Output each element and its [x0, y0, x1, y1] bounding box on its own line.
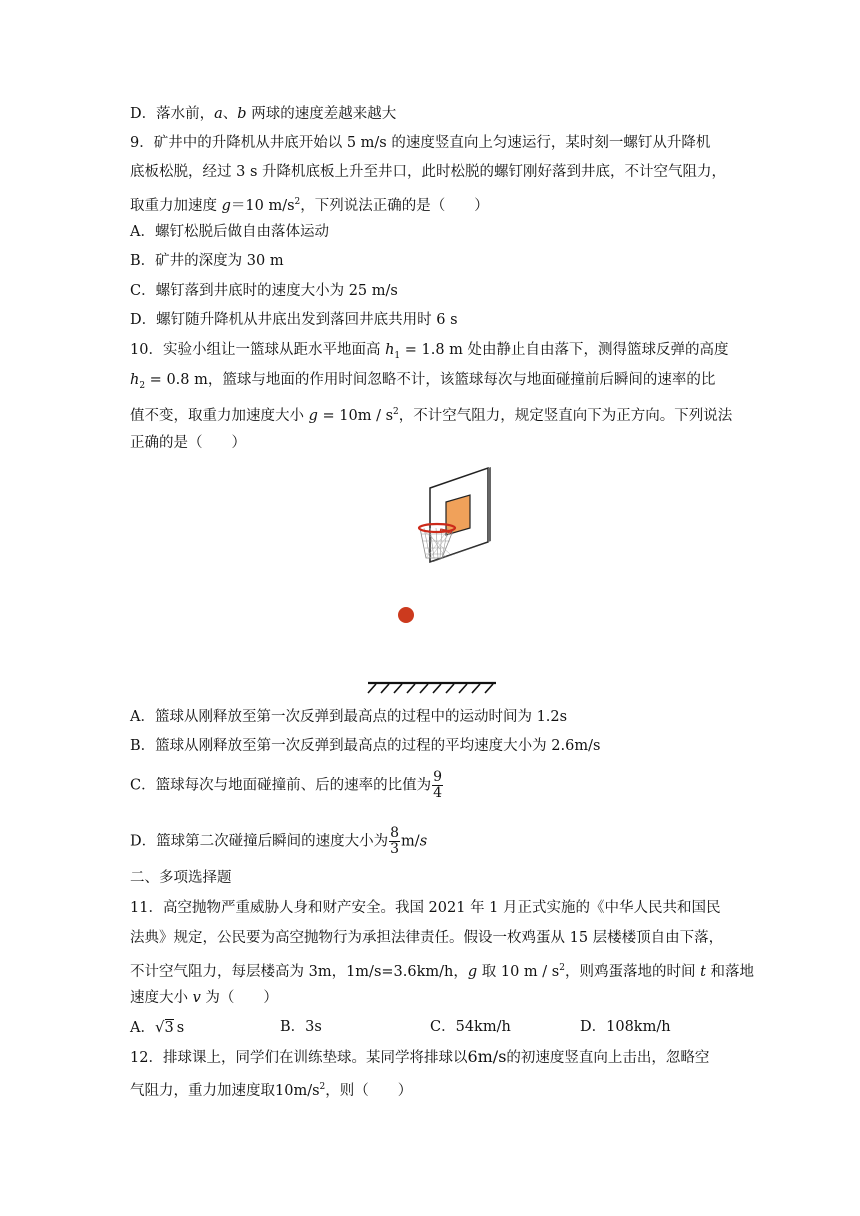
basketball-figure: [360, 462, 510, 697]
q10-stem-line3: 值不变，取重力加速度大小 $g = 10m / s^2$，不计空气阻力，规定竖直向下为正方向。下列说法: [130, 407, 733, 424]
sqrt-icon: √: [154, 1018, 165, 1036]
q12-stem-line2: 气阻力，重力加速度取$10m/s^2$，则（ ）: [130, 1082, 413, 1099]
q9-stem-line2: 底板松脱，经过 3 s 升降机底板上升至井口，此时松脱的螺钉刚好落到井底，不计空气阻力，: [130, 164, 726, 180]
q10-stem-line1: 10．实验小组让一篮球从距水平地面高 $h_1 = 1.8$ m 处由静止自由落下，测得篮球反弹的高度: [130, 342, 729, 361]
q11-stem-line2: 法典》规定，公民要为高空抛物行为承担法律责任。假设一枚鸡蛋从 15 层楼楼顶自由下落，: [130, 930, 724, 946]
fraction-8-3: $\frac{8}{3}$: [390, 825, 400, 857]
q9-stem-line1: 9．矿井中的升降机从井底开始以 5 m/s 的速度竖直向上匀速运行，某时刻一螺钉从升降机: [130, 135, 711, 151]
q12-stem-line1: 12．排球课上，同学们在训练垫球。某同学将排球以6m/s的初速度竖直向上击出，忽略空: [130, 1047, 710, 1066]
q10-stem-line2: $h_2 = 0.8$ m，篮球与地面的作用时间忽略不计，该篮球每次与地面碰撞前后瞬间的速率的比: [130, 372, 716, 391]
section-heading-multiple-choice: 二、多项选择题: [130, 870, 232, 886]
q8-option-d: D．落水前，a、b 两球的速度差越来越大: [130, 106, 397, 122]
q11-option-b: B．3s: [280, 1019, 322, 1035]
q9-stem-line3: 取重力加速度 g＝10 $m/s^2$，下列说法正确的是（ ）: [130, 197, 489, 214]
fraction-9-4: $\frac{9}{4}$: [433, 769, 443, 801]
q11-option-d: D．108km/h: [580, 1019, 671, 1035]
q11-stem-line4: 速度大小 v 为（ ）: [130, 990, 278, 1006]
backboard-side: [488, 467, 491, 542]
q10-stem-line4: 正确的是（ ）: [130, 435, 246, 451]
q9-option-d: D．螺钉随升降机从井底出发到落回井底共用时 6 s: [130, 312, 458, 328]
q9-option-a: A．螺钉松脱后做自由落体运动: [130, 224, 329, 240]
q10-option-d: D．篮球第二次碰撞后瞬间的速度大小为 $\frac{8}{3}$ m/s: [130, 825, 428, 857]
backboard-target-square: [446, 495, 470, 535]
q9-option-b: B．矿井的深度为 30 m: [130, 253, 284, 269]
q10-option-c: C．篮球每次与地面碰撞前、后的速率的比值为 $\frac{9}{4}$: [130, 769, 443, 801]
basketball-ball: [398, 607, 414, 623]
q11-option-c: C．54km/h: [430, 1019, 511, 1035]
q11-option-a: A．√3 s: [130, 1018, 185, 1036]
ground-hatch: [368, 684, 493, 693]
q9-option-c: C．螺钉落到井底时的速度大小为 25 m/s: [130, 283, 398, 299]
q10-option-b: B．篮球从刚释放至第一次反弹到最高点的过程的平均速度大小为 2.6m/s: [130, 738, 601, 754]
q11-stem-line3: 不计空气阻力，每层楼高为 3m，1m/s=3.6km/h，g 取 10 m / $s^2$，则鸡蛋落地的时间 t 和落地: [130, 963, 755, 980]
q11-stem-line1: 11．高空抛物严重威胁人身和财产安全。我国 2021 年 1 月正式实施的《中华人民共和国民: [130, 900, 721, 916]
q10-option-a: A．篮球从刚释放至第一次反弹到最高点的过程中的运动时间为 1.2s: [130, 709, 568, 725]
